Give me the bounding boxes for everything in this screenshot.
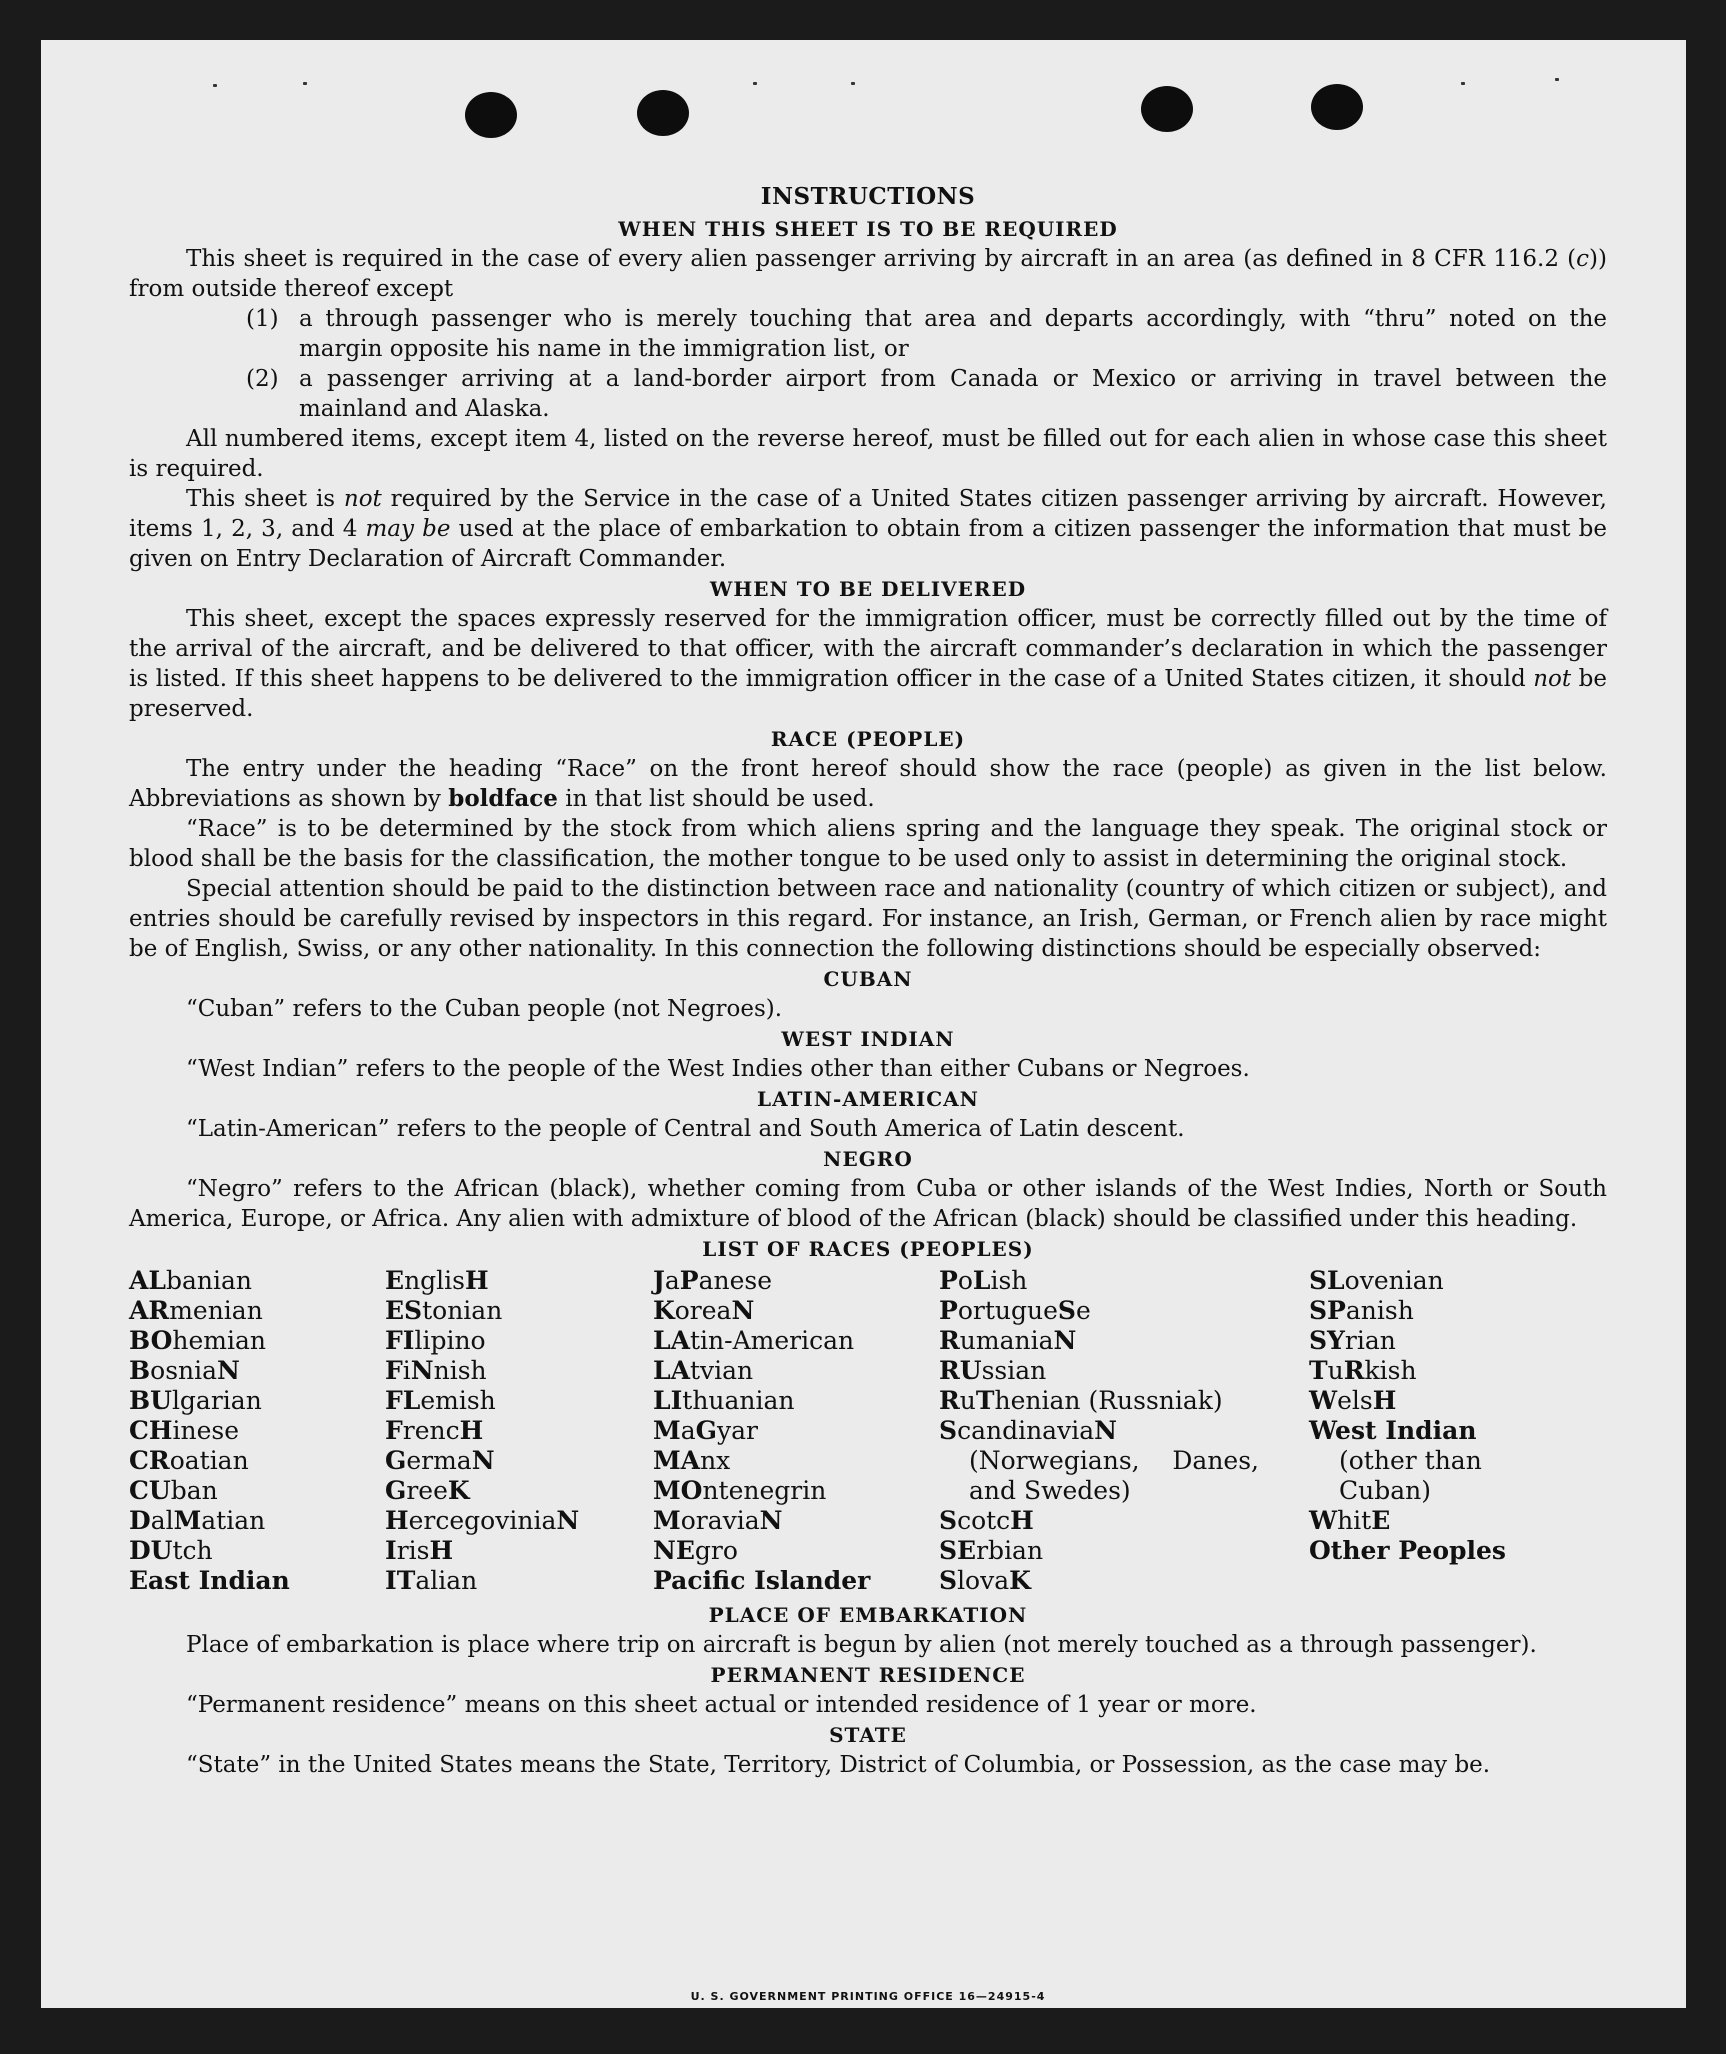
paragraph: “Race” is to be determined by the stock from which aliens spring and the language they speak. The original stock or blood shall be the basis for the classification, the mother tongue to be used only to assist in determining the original stock. xyxy=(129,816,1607,872)
instructions-content xyxy=(129,136,1607,2003)
race-item: PoLish xyxy=(939,1266,1028,1295)
heading-when-required: WHEN THIS SHEET IS TO BE REQUIRED xyxy=(618,217,1118,241)
race-item: LIthuanian xyxy=(653,1386,795,1415)
race-item: MoraviaN xyxy=(653,1506,783,1535)
heading-permanent-residence: PERMANENT RESIDENCE xyxy=(710,1663,1026,1687)
race-item: ScotcH xyxy=(939,1506,1034,1535)
heading-embarkation: PLACE OF EMBARKATION xyxy=(708,1603,1028,1627)
races-column xyxy=(939,1266,1309,1596)
race-item: FIlipino xyxy=(385,1326,486,1355)
heading-race: RACE (PEOPLE) xyxy=(770,727,966,751)
printing-office-imprint: U. S. GOVERNMENT PRINTING OFFICE 16—24915-4 xyxy=(690,1990,1046,2003)
race-item: TuRkish xyxy=(1309,1356,1417,1385)
speck xyxy=(753,82,757,85)
item-number: (1) xyxy=(246,306,279,332)
race-item: FLemish xyxy=(385,1386,496,1415)
race-item: MOntenegrin xyxy=(653,1476,827,1505)
races-list xyxy=(129,1266,1607,1596)
paragraph: Special attention should be paid to the distinction between race and nationality (country of which citizen or subject), and entries should be carefully revised by inspectors in this regard. For instance, an Irish, German, or French alien by race might be of English, Swiss, or any other nationality. In this connection the following distinctions should be especially observed: xyxy=(129,876,1607,962)
race-item: EnglisH xyxy=(385,1266,489,1295)
race-item: BosniaN xyxy=(129,1356,240,1385)
race-item: SLovenian xyxy=(1309,1266,1444,1295)
race-item: Other Peoples xyxy=(1309,1536,1506,1565)
speck xyxy=(1555,78,1559,81)
race-item: DalMatian xyxy=(129,1506,266,1535)
race-item: WhitE xyxy=(1309,1506,1391,1535)
race-item: WelsH xyxy=(1309,1386,1397,1415)
paragraph: “Negro” refers to the African (black), whether coming from Cuba or other islands of the West Indies, North or South America, Europe, or Africa. Any alien with admixture of blood of the African (black) should be classified under this heading. xyxy=(129,1176,1607,1232)
numbered-item xyxy=(246,304,1607,364)
races-column xyxy=(129,1266,385,1596)
paragraph: “Latin-American” refers to the people of Central and South America of Latin descent. xyxy=(186,1116,1185,1142)
heading-list-of-races: LIST OF RACES (PEOPLES) xyxy=(702,1237,1034,1261)
race-item: KoreaN xyxy=(653,1296,755,1325)
heading-when-delivered: WHEN TO BE DELIVERED xyxy=(709,577,1027,601)
race-item: PortugueSe xyxy=(939,1296,1091,1325)
race-item: CUban xyxy=(129,1476,218,1505)
race-item: DUtch xyxy=(129,1536,213,1565)
paragraph: This sheet, except the spaces expressly reserved for the immigration officer, must be correctly filled out by the time of the arrival of the aircraft, and be delivered to that officer, with the aircraft commander’s declaration in which the passenger is listed. If this sheet happens to be delivered to the immigration officer in the case of a United States citizen, it should not be preserved. xyxy=(129,606,1607,722)
race-item: LAtvian xyxy=(653,1356,754,1385)
race-item: RuThenian (Russniak) xyxy=(939,1386,1223,1415)
item-text: a through passenger who is merely touching that area and departs accordingly, with “thru” noted on the margin opposite his name in the immigration list, or xyxy=(299,306,1607,362)
item-text: a passenger arriving at a land-border airport from Canada or Mexico or arriving in travel between the mainland and Alaska. xyxy=(299,366,1607,422)
speck xyxy=(213,84,217,87)
paragraph: This sheet is required in the case of every alien passenger arriving by aircraft in an area (as defined in 8 CFR 116.2 (c)) from outside thereof except xyxy=(129,246,1607,302)
races-column xyxy=(1309,1266,1569,1596)
paragraph: “West Indian” refers to the people of the West Indies other than either Cubans or Negroes. xyxy=(186,1056,1250,1082)
race-item: MAnx xyxy=(653,1446,731,1475)
paragraph: “Permanent residence” means on this sheet actual or intended residence of 1 year or more. xyxy=(186,1692,1257,1718)
heading-state: STATE xyxy=(829,1723,907,1747)
page-title: INSTRUCTIONS xyxy=(760,183,976,210)
race-item: ITalian xyxy=(385,1566,478,1595)
race-item: BOhemian xyxy=(129,1326,266,1355)
race-item: SErbian xyxy=(939,1536,1044,1565)
races-column xyxy=(385,1266,653,1596)
race-item: West Indian (other than Cuban) xyxy=(1309,1416,1482,1505)
race-item: RumaniaN xyxy=(939,1326,1077,1355)
race-item: BUlgarian xyxy=(129,1386,262,1415)
race-item: ScandinaviaN (Norwegians, Danes, and Swedes) xyxy=(939,1416,1259,1505)
speck xyxy=(303,82,307,85)
paragraph: “Cuban” refers to the Cuban people (not Negroes). xyxy=(186,996,783,1022)
paragraph: The entry under the heading “Race” on the front hereof should show the race (people) as given in the list below. Abbreviations as shown by boldface in that list should be used. xyxy=(129,756,1607,812)
heading-west-indian: WEST INDIAN xyxy=(781,1027,955,1051)
speck xyxy=(1461,82,1465,85)
punch-hole xyxy=(1311,84,1363,130)
heading-cuban: CUBAN xyxy=(823,967,913,991)
item-number: (2) xyxy=(246,366,279,392)
document-sheet xyxy=(41,40,1686,2008)
race-item: FrencH xyxy=(385,1416,484,1445)
race-item: CHinese xyxy=(129,1416,240,1445)
punch-hole xyxy=(637,90,689,136)
heading-negro: NEGRO xyxy=(823,1147,913,1171)
race-item: SYrian xyxy=(1309,1326,1396,1355)
race-item: East Indian xyxy=(129,1566,290,1595)
race-item: RUssian xyxy=(939,1356,1047,1385)
race-item: Pacific Islander xyxy=(653,1566,871,1595)
paragraph: All numbered items, except item 4, listed on the reverse hereof, must be filled out for each alien in whose case this sheet is required. xyxy=(129,426,1607,482)
race-item: MaGyar xyxy=(653,1416,758,1445)
race-item: CRoatian xyxy=(129,1446,249,1475)
speck xyxy=(851,82,855,85)
punch-hole xyxy=(1141,86,1193,132)
paragraph: Place of embarkation is place where trip on aircraft is begun by alien (not merely touched as a through passenger). xyxy=(186,1632,1537,1658)
race-item: IrisH xyxy=(385,1536,454,1565)
numbered-item xyxy=(246,364,1607,424)
race-item: LAtin-American xyxy=(653,1326,855,1355)
race-item: SPanish xyxy=(1309,1296,1414,1325)
race-item: NEgro xyxy=(653,1536,738,1565)
race-item: FiNnish xyxy=(385,1356,487,1385)
race-item: HercegoviniaN xyxy=(385,1506,580,1535)
race-item: GermaN xyxy=(385,1446,495,1475)
punch-hole xyxy=(465,92,517,138)
races-column xyxy=(653,1266,939,1596)
race-item: GreeK xyxy=(385,1476,470,1505)
paragraph: “State” in the United States means the State, Territory, District of Columbia, or Possession, as the case may be. xyxy=(186,1752,1491,1778)
heading-latin-american: LATIN-AMERICAN xyxy=(757,1087,979,1111)
race-item: ALbanian xyxy=(129,1266,252,1295)
race-item: ARmenian xyxy=(129,1296,263,1325)
race-item: JaPanese xyxy=(653,1266,772,1295)
paragraph: This sheet is not required by the Service in the case of a United States citizen passenger arriving by aircraft. However, items 1, 2, 3, and 4 may be used at the place of embarkation to obtain from a citizen passenger the information that must be given on Entry Declaration of Aircraft Commander. xyxy=(129,486,1607,572)
race-item: SlovaK xyxy=(939,1566,1031,1595)
race-item: EStonian xyxy=(385,1296,503,1325)
